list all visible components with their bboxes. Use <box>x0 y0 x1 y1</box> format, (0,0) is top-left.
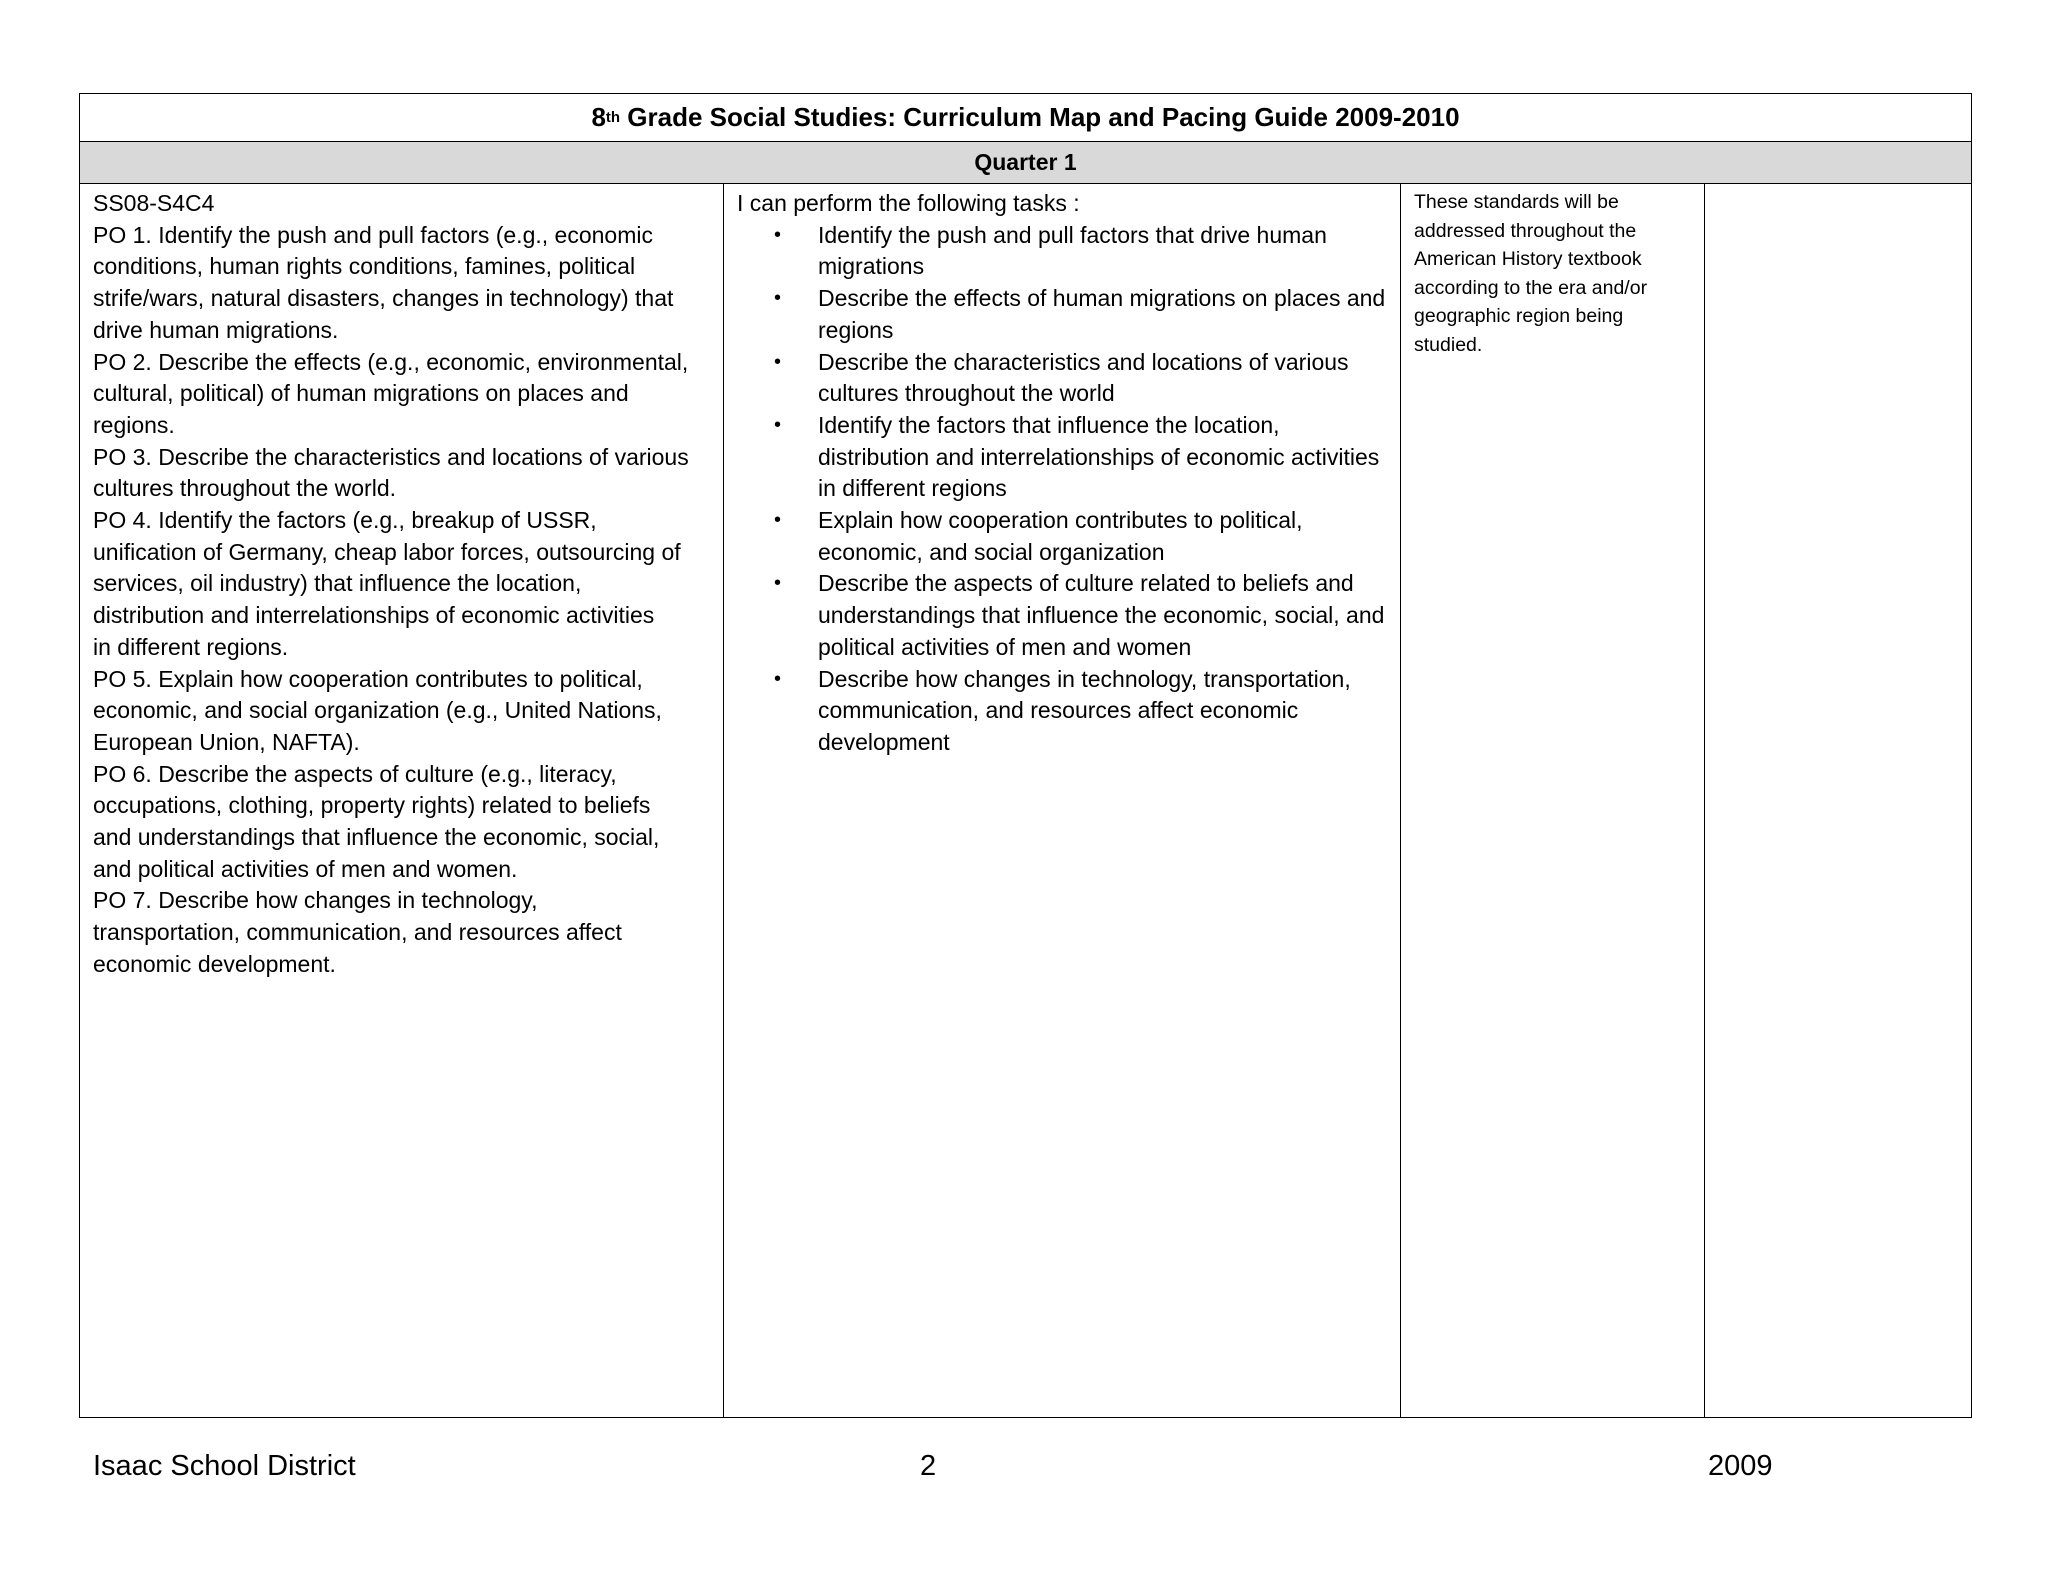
standard-code: SS08-S4C4 <box>93 190 215 216</box>
task-list <box>737 220 1388 759</box>
resources-note: These standards will be addressed throughout the American History textbook according to the era and/or geographic region being studied. <box>1414 191 1648 356</box>
standard-po-1: PO 1. Identify the push and pull factors (e.g., economic conditions, human rights conditions, famines, political strife/wars, natural disasters, changes in technology) that drive human migrations. <box>93 221 674 343</box>
task-text: Describe the effects of human migrations on places and regions <box>818 285 1386 343</box>
quarter-label: Quarter 1 <box>974 149 1077 175</box>
list-item <box>774 220 1388 283</box>
task-text: Describe how changes in technology, transportation, communication, and resources affect economic development <box>818 665 1351 755</box>
standard-po-4: PO 4. Identify the factors (e.g., breakup of USSR, unification of Germany, cheap labor forces, outsourcing of services, oil industry) that influence the location, distribution and interrelationships of economic activities in different regions. <box>93 507 681 660</box>
bullet-icon: • <box>774 287 782 310</box>
footer-page-number: 2 <box>920 1450 937 1482</box>
bullet-icon: • <box>774 223 782 246</box>
task-text: Describe the aspects of culture related to beliefs and understandings that influence the economic, social, and political activities of men and women <box>818 570 1385 660</box>
curriculum-table <box>79 93 1972 1418</box>
task-text: Explain how cooperation contributes to political, economic, and social organization <box>818 507 1303 565</box>
standard-po-7: PO 7. Describe how changes in technology, transportation, communication, and resources affect economic development. <box>93 887 622 977</box>
title-text: Grade Social Studies: Curriculum Map and Pacing Guide 2009-2010 <box>620 102 1460 132</box>
list-item <box>774 283 1388 346</box>
quarter-header <box>80 142 1971 184</box>
list-item <box>774 505 1388 568</box>
standard-po-2: PO 2. Describe the effects (e.g., economic, environmental, cultural, political) of human migrations on places and regions. <box>93 348 689 438</box>
standards-column <box>80 184 724 1417</box>
list-item <box>774 664 1388 759</box>
standard-po-5: PO 5. Explain how cooperation contributes to political, economic, and social organization (e.g., United Nations, European Union, NAFTA). <box>93 665 662 755</box>
bullet-icon: • <box>774 667 782 690</box>
task-text: Identify the factors that influence the location, distribution and interrelationships of economic activities in different regions <box>818 411 1380 502</box>
footer-year: 2009 <box>1708 1450 1773 1482</box>
standard-po-6: PO 6. Describe the aspects of culture (e.g., literacy, occupations, clothing, property rights) related to beliefs and understandings that influence the economic, social, and political activities of men and women. <box>93 760 660 882</box>
bullet-icon: • <box>774 572 782 595</box>
table-title: 8 th Grade Social Studies: Curriculum Map and Pacing Guide 2009-2010 <box>80 94 1971 142</box>
tasks-column <box>724 184 1401 1417</box>
bullet-icon: • <box>774 509 782 532</box>
empty-column <box>1705 184 1971 1417</box>
title-prefix: 8 <box>591 102 606 132</box>
bullet-icon: • <box>774 350 782 373</box>
list-item <box>774 568 1388 663</box>
bullet-icon: • <box>774 413 782 436</box>
resources-column <box>1401 184 1705 1417</box>
tasks-intro: I can perform the following tasks : <box>737 190 1080 216</box>
task-text: Identify the push and pull factors that drive human migrations <box>818 221 1327 280</box>
list-item <box>774 410 1388 505</box>
footer-district: Isaac School District <box>93 1450 356 1482</box>
standard-po-3: PO 3. Describe the characteristics and locations of various cultures throughout the world. <box>93 443 689 502</box>
list-item <box>774 347 1388 410</box>
table-body-row <box>80 184 1971 1417</box>
task-text: Describe the characteristics and locations of various cultures throughout the world <box>818 348 1349 407</box>
